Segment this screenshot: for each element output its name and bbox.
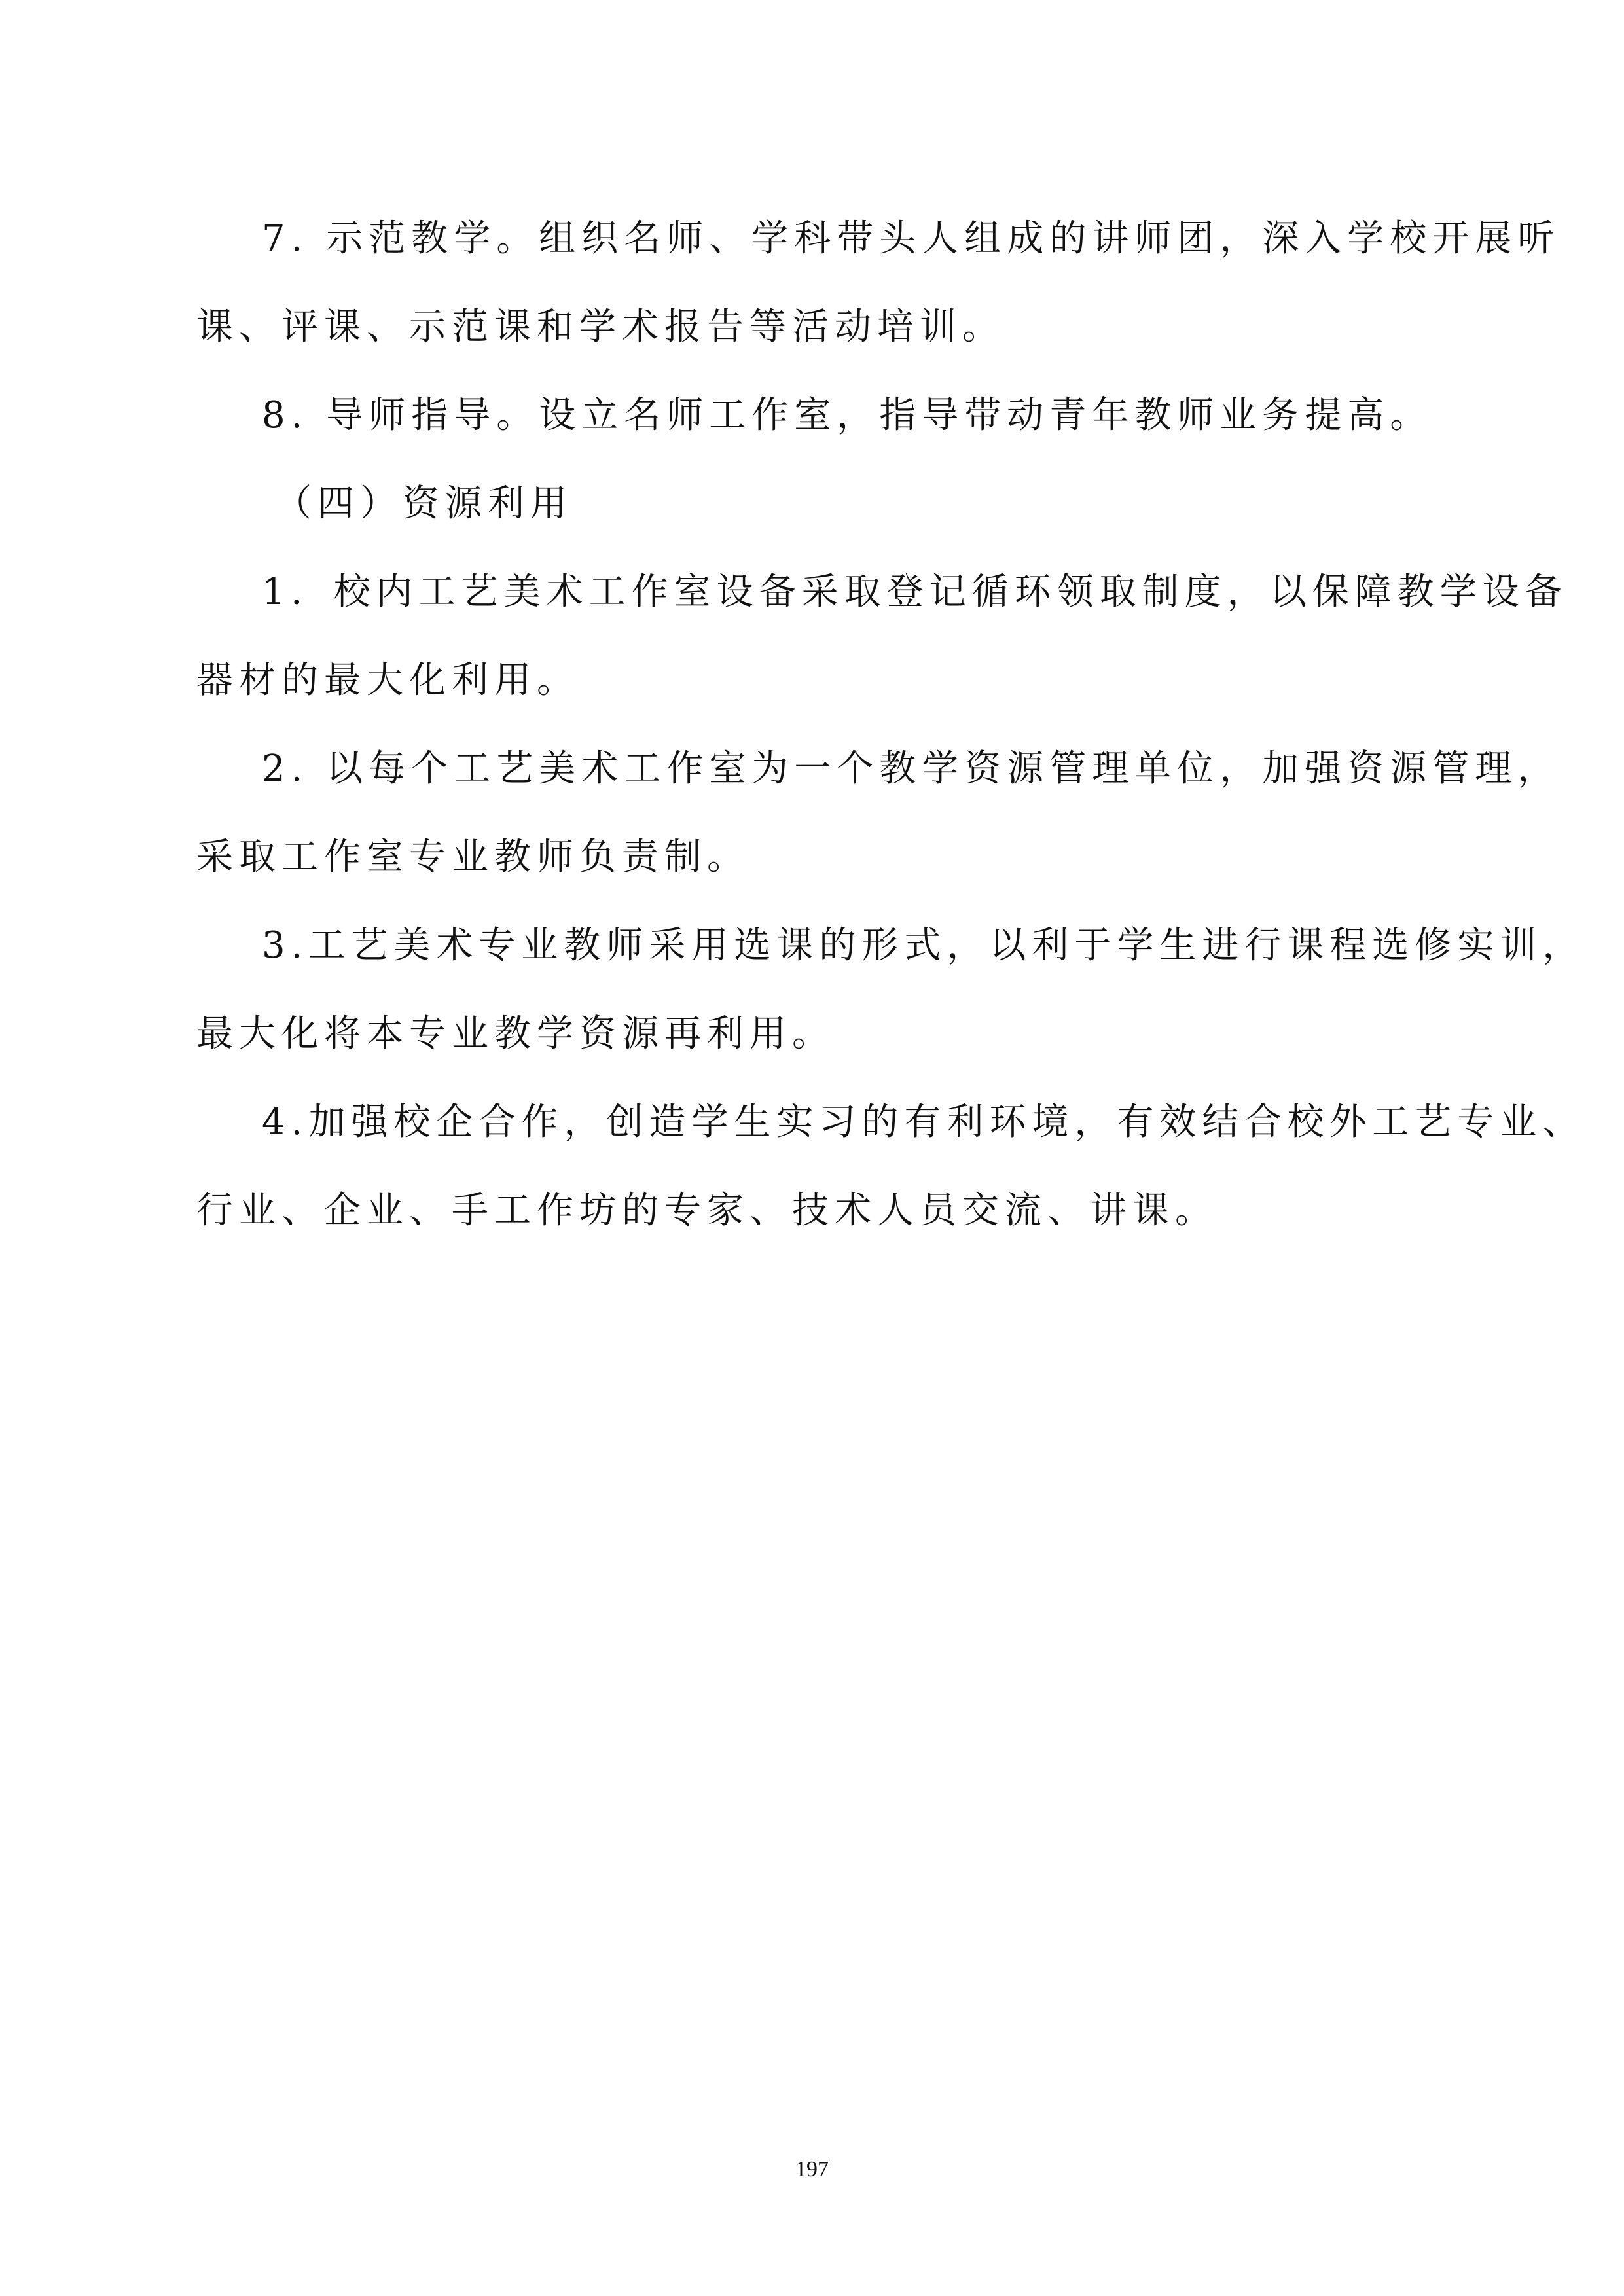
resource-item-3-line-2: 最大化将本专业教学资源再利用。 <box>196 1013 835 1055</box>
item-7-line-1: 7. 示范教学。组织名师、学科带头人组成的讲师团，深入学校开展听 <box>262 217 1561 260</box>
resource-item-3-line-1: 3.工艺美术专业教师采用选课的形式，以利于学生进行课程选修实训， <box>262 924 1585 967</box>
page-number: 197 <box>795 2157 829 2181</box>
resource-item-1-line-2: 器材的最大化利用。 <box>196 659 579 702</box>
resource-item-2-line-2: 采取工作室专业教师负责制。 <box>196 836 749 878</box>
resource-item-4-line-1: 4.加强校企合作，创造学生实习的有利环境，有效结合校外工艺专业、 <box>262 1101 1585 1143</box>
resource-item-4-line-2: 行业、企业、手工作坊的专家、技术人员交流、讲课。 <box>196 1189 1218 1232</box>
item-7-line-2: 课、评课、示范课和学术报告等活动培训。 <box>196 306 1005 348</box>
section-heading: （四）资源利用 <box>275 482 573 525</box>
item-8-line-1: 8. 导师指导。设立名师工作室，指导带动青年教师业务提高。 <box>262 394 1433 437</box>
resource-item-2-line-1: 2. 以每个工艺美术工作室为一个教学资源管理单位，加强资源管理， <box>262 747 1561 790</box>
resource-item-1-line-1: 1．校内工艺美术工作室设备采取登记循环领取制度，以保障教学设备 <box>262 571 1568 613</box>
